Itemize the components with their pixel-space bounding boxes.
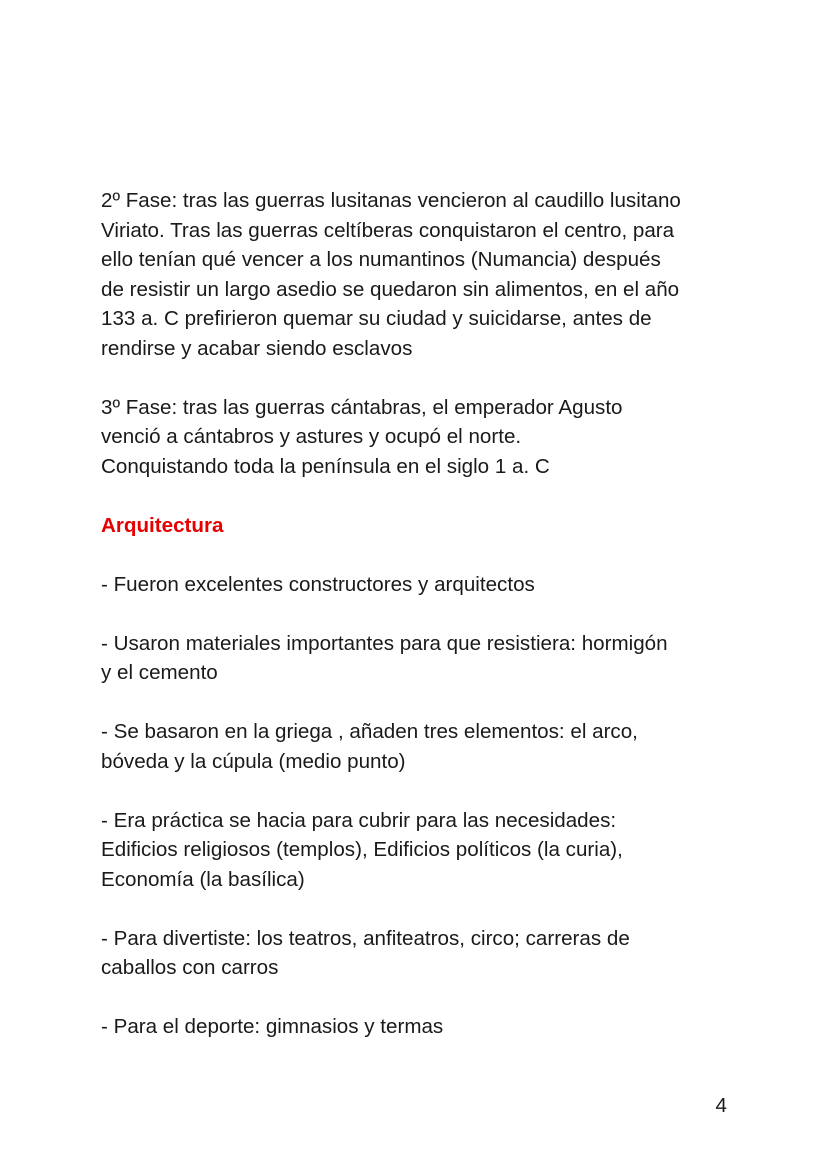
bullet-item — [101, 1012, 741, 1042]
text-line: 133 a. C prefirieron quemar su ciudad y suicidarse, antes de — [101, 307, 652, 330]
text-line: Economía (la basílica) — [101, 867, 305, 891]
paragraph-phase-2 — [101, 186, 741, 363]
text-line: venció a cántabros y astures y ocupó el norte. — [101, 425, 522, 448]
document-body — [101, 186, 741, 1042]
text-line: - Era práctica se hacia para cubrir para las necesidades: — [101, 808, 617, 832]
paragraph-phase-3 — [101, 393, 741, 482]
text-line: rendirse y acabar siendo esclavos — [101, 336, 413, 360]
text-line: de resistir un largo asedio se quedaron sin alimentos, en el año — [101, 277, 680, 301]
bullet-item — [101, 717, 741, 776]
text-line: 2º Fase: tras las guerras lusitanas vencieron al caudillo lusitano — [101, 189, 681, 212]
heading-text: Arquitectura — [101, 513, 224, 537]
text-line: ello tenían qué vencer a los numantinos (Numancia) después — [101, 248, 661, 271]
text-line: Edificios religiosos (templos), Edificios políticos (la curia), — [101, 838, 623, 861]
text-line: - Usaron materiales importantes para que resistiera: hormigón — [101, 631, 668, 655]
section-heading-arquitectura — [101, 511, 741, 541]
text-line: bóveda y la cúpula (medio punto) — [101, 749, 406, 773]
text-line: caballos con carros — [101, 956, 279, 979]
bullet-item — [101, 806, 741, 895]
bullet-item — [101, 570, 741, 600]
text-line: - Para divertiste: los teatros, anfiteatros, circo; carreras de — [101, 926, 630, 950]
text-line: Conquistando toda la península en el siglo 1 a. C — [101, 454, 550, 478]
bullet-item — [101, 629, 741, 688]
page-number: 4 — [715, 1094, 727, 1117]
text-line: y el cemento — [101, 661, 218, 684]
text-line: Viriato. Tras las guerras celtíberas conquistaron el centro, para — [101, 218, 675, 242]
text-line: - Para el deporte: gimnasios y termas — [101, 1015, 444, 1038]
text-line: - Se basaron en la griega , añaden tres elementos: el arco, — [101, 720, 638, 743]
text-line: 3º Fase: tras las guerras cántabras, el emperador Agusto — [101, 395, 623, 419]
bullet-item — [101, 924, 741, 983]
text-line: - Fueron excelentes constructores y arquitectos — [101, 572, 535, 596]
